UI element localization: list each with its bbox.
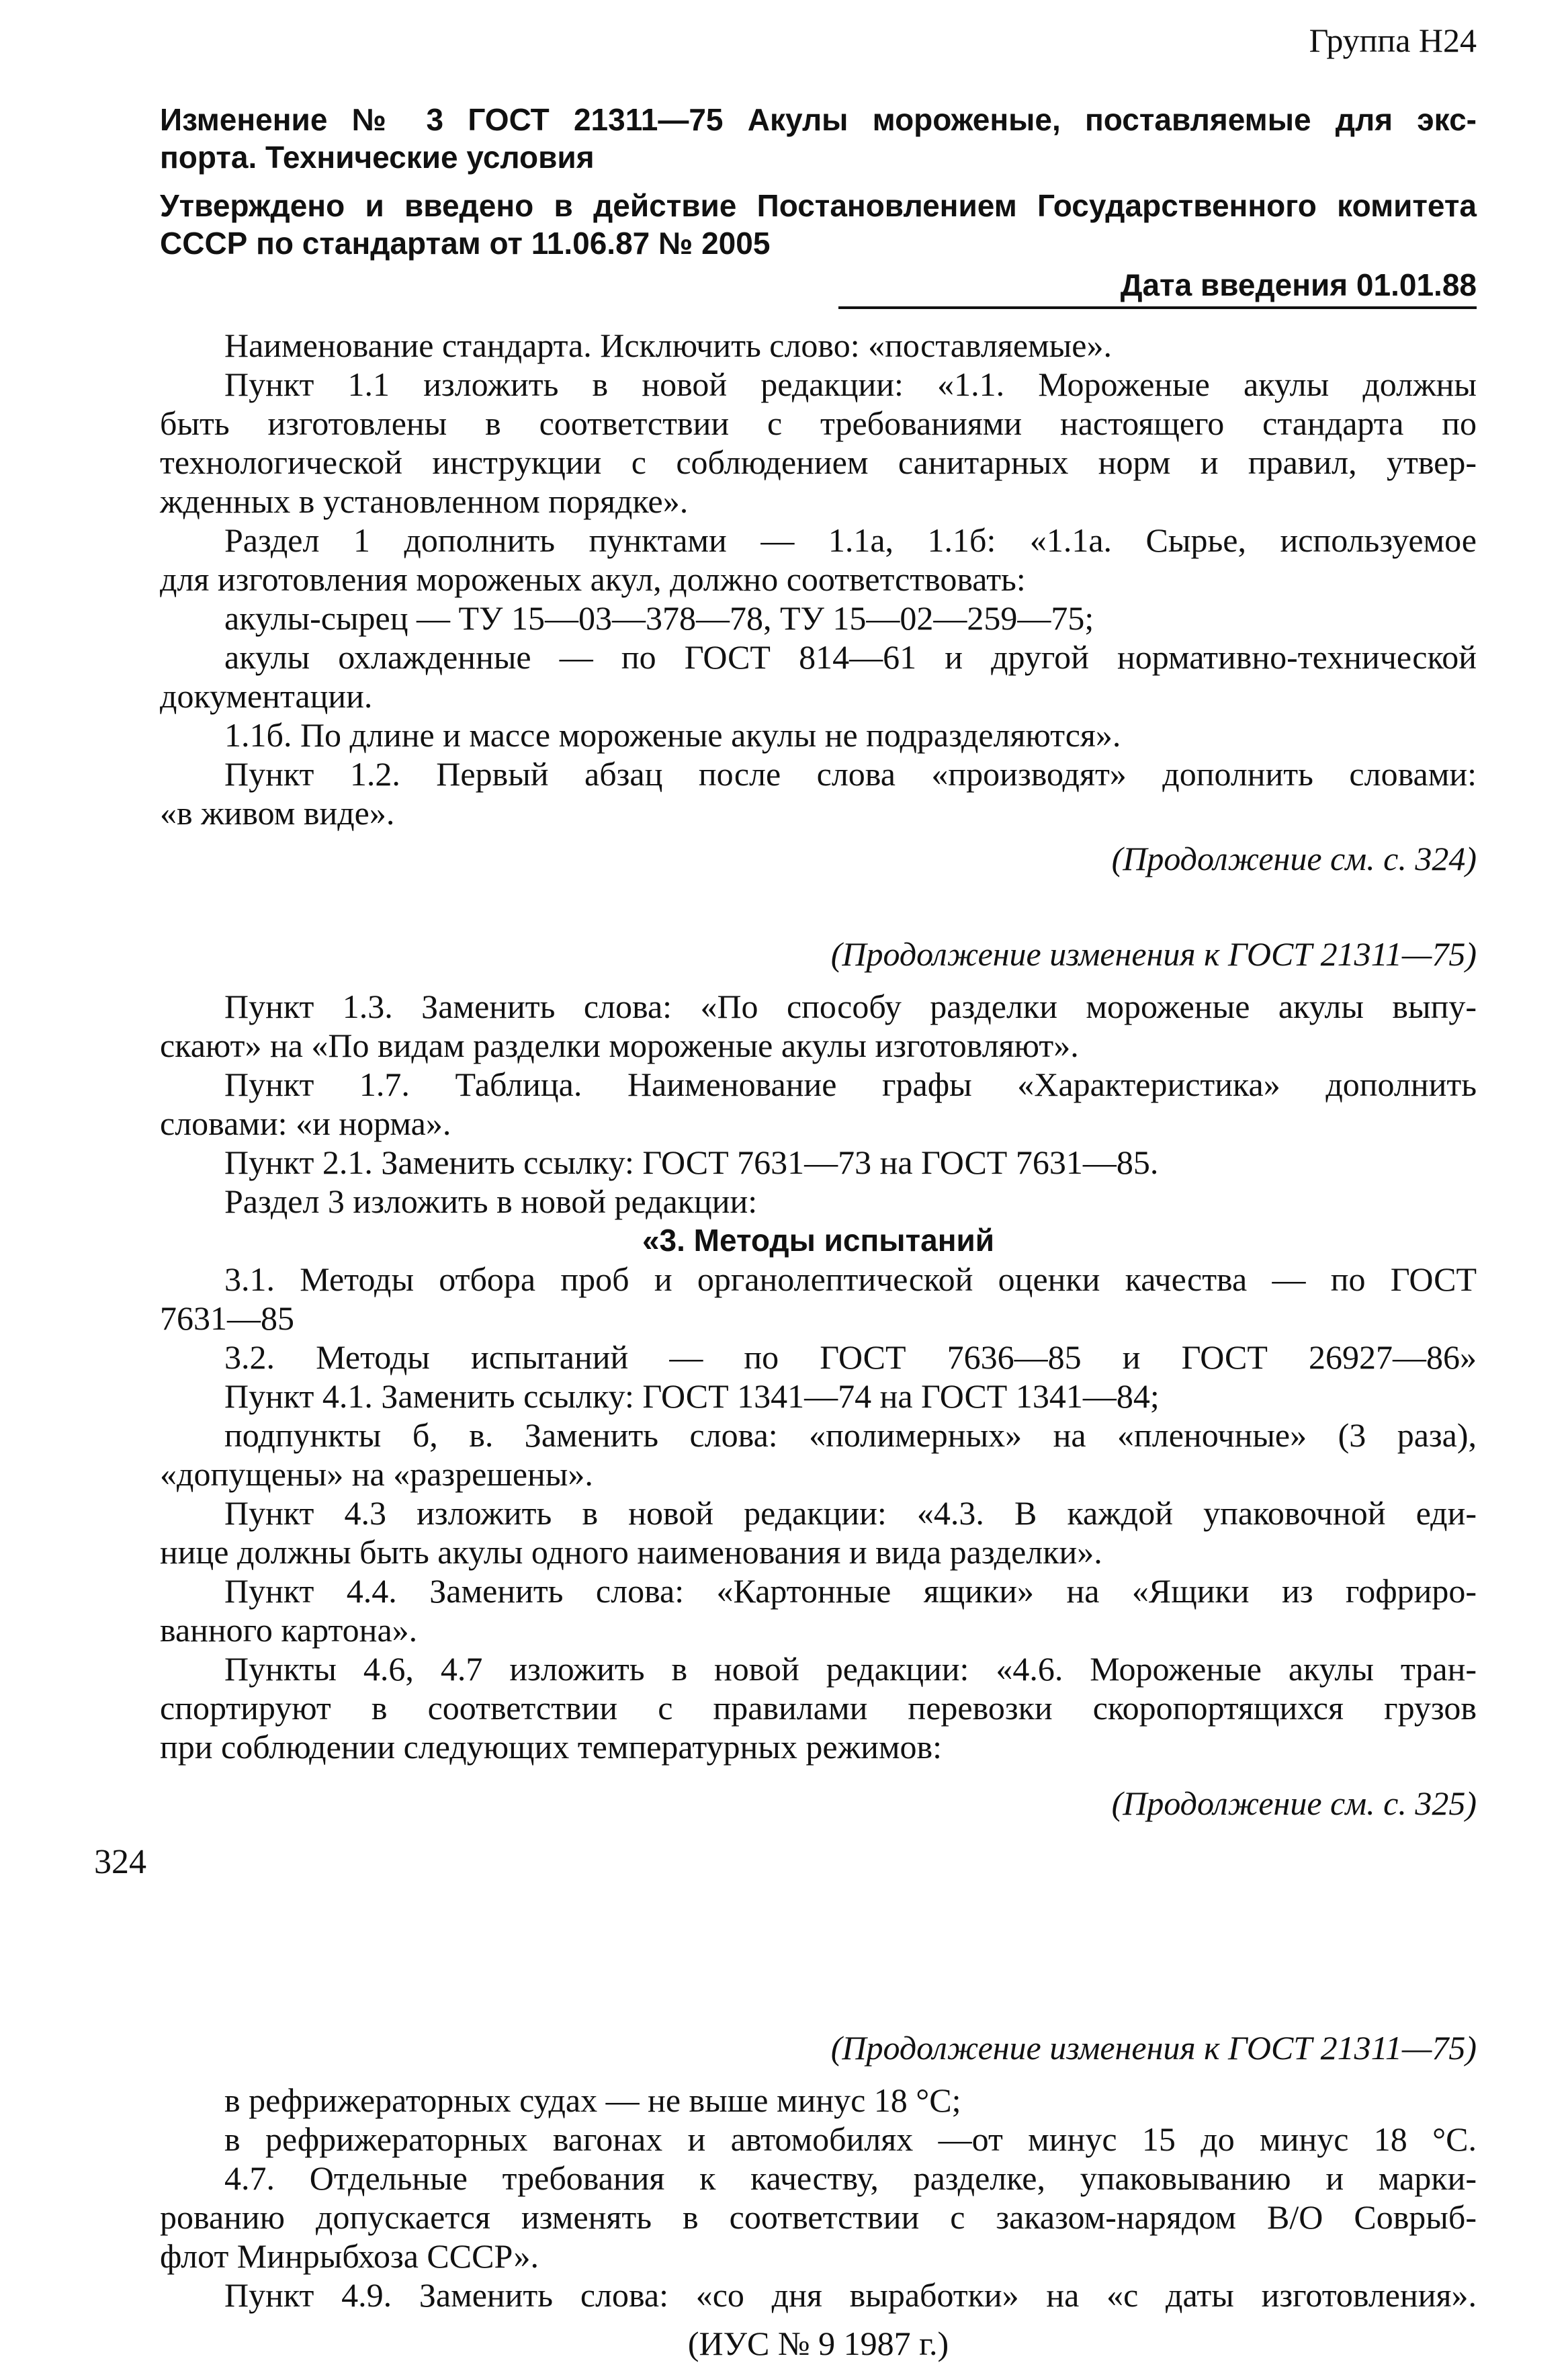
approval-line-2: СССР по стандартам от 11.06.87 № 2005 (160, 226, 771, 261)
continuation-note: (Продолжение см. с. 325) (1111, 1784, 1477, 1822)
body-line: документации. (160, 677, 373, 715)
body-line: быть изготовлены в соответствии с требованиями настоящего стандарта по (160, 404, 1477, 442)
body-line: «в живом виде». (160, 794, 395, 832)
body-line: подпункты б, в. Заменить слова: «полимерных» на «пленочные» (3 раза), (224, 1416, 1477, 1454)
body-line: Пункт 1.3. Заменить слова: «По способу разделки мороженые акулы выпу- (224, 988, 1477, 1025)
body-line: Пункт 1.7. Таблица. Наименование графы «Характеристика» дополнить (224, 1066, 1477, 1103)
body-line: скают» на «По видам разделки мороженые акулы изготовляют». (160, 1027, 1079, 1064)
body-line: нице должны быть акулы одного наименования и вида разделки». (160, 1533, 1102, 1571)
body-line: Наименование стандарта. Исключить слово: «поставляемые». (224, 327, 1112, 364)
body-line: Пункты 4.6, 4.7 изложить в новой редакции: «4.6. Мороженые акулы тран- (224, 1650, 1477, 1688)
body-line: в рефрижераторных вагонах и автомобилях —от минус 15 до минус 18 °С. (224, 2120, 1477, 2158)
body-line: для изготовления мороженых акул, должно соответствовать: (160, 560, 1026, 598)
source-reference: (ИУС № 9 1987 г.) (687, 2325, 949, 2362)
body-line: жденных в установленном порядке». (160, 482, 689, 520)
page-number: 324 (94, 1843, 146, 1881)
body-line: флот Минрыбхоза СССР». (160, 2237, 539, 2275)
body-line: акулы охлажденные — по ГОСТ 814—61 и другой нормативно-технической (224, 638, 1477, 676)
change-title-line-1: Изменение № 3 ГОСТ 21311—75 Акулы мороженые, поставляемые для экс- (160, 102, 1477, 137)
body-line: 7631—85 (160, 1299, 294, 1337)
continuation-header: (Продолжение изменения к ГОСТ 21311—75) (830, 935, 1477, 973)
body-line: Пункт 2.1. Заменить ссылку: ГОСТ 7631—73 на ГОСТ 7631—85. (224, 1143, 1159, 1181)
continuation-note: (Продолжение см. с. 324) (1111, 840, 1477, 877)
change-title-line-2: порта. Технические условия (160, 140, 595, 175)
body-line: рованию допускается изменять в соответствии с заказом-нарядом В/О Соврыб- (160, 2198, 1477, 2236)
body-line: 3.1. Методы отбора проб и органолептической оценки качества — по ГОСТ (224, 1260, 1477, 1298)
body-line: в рефрижераторных судах — не выше минус 18 °С; (224, 2081, 961, 2119)
section-heading: «3. Методы испытаний (642, 1223, 995, 1258)
body-line: Пункт 1.2. Первый абзац после слова «производят» дополнить словами: (224, 755, 1477, 793)
body-line: Пункт 4.4. Заменить слова: «Картонные ящики» на «Ящики из гофриро- (224, 1572, 1477, 1610)
body-line: ванного картона». (160, 1611, 418, 1649)
body-line: 1.1б. По длине и массе мороженые акулы не подразделяются». (224, 716, 1121, 754)
continuation-header: (Продолжение изменения к ГОСТ 21311—75) (830, 2029, 1477, 2067)
body-line: Пункт 4.1. Заменить ссылку: ГОСТ 1341—74 на ГОСТ 1341—84; (224, 1377, 1160, 1415)
body-line: акулы-сырец — ТУ 15—03—378—78, ТУ 15—02—259—75; (224, 599, 1094, 637)
approval-line-1: Утверждено и введено в действие Постановлением Государственного комитета (160, 188, 1477, 223)
body-line: Раздел 1 дополнить пунктами — 1.1а, 1.1б: «1.1а. Сырье, используемое (224, 521, 1477, 559)
body-line: Пункт 4.9. Заменить слова: «со дня выработки» на «с даты изготовления». (224, 2276, 1477, 2314)
body-line: Пункт 4.3 изложить в новой редакции: «4.3. В каждой упаковочной еди- (224, 1494, 1477, 1532)
body-line: словами: «и норма». (160, 1105, 451, 1142)
body-line: Пункт 1.1 изложить в новой редакции: «1.1. Мороженые акулы должны (224, 365, 1477, 403)
body-line: спортируют в соответствии с правилами перевозки скоропортящихся грузов (160, 1689, 1477, 1727)
body-line: 4.7. Отдельные требования к качеству, разделке, упаковыванию и марки- (224, 2159, 1477, 2197)
body-line: 3.2. Методы испытаний — по ГОСТ 7636—85 и ГОСТ 26927—86» (224, 1338, 1477, 1376)
body-line: «допущены» на «разрешены». (160, 1455, 593, 1493)
introduction-date: Дата введения 01.01.88 (1120, 267, 1477, 302)
date-underline (838, 306, 1477, 309)
body-line: при соблюдении следующих температурных режимов: (160, 1728, 943, 1766)
group-code: Группа Н24 (1309, 21, 1477, 59)
body-line: Раздел 3 изложить в новой редакции: (224, 1182, 758, 1220)
body-line: технологической инструкции с соблюдением санитарных норм и правил, утвер- (160, 443, 1477, 481)
